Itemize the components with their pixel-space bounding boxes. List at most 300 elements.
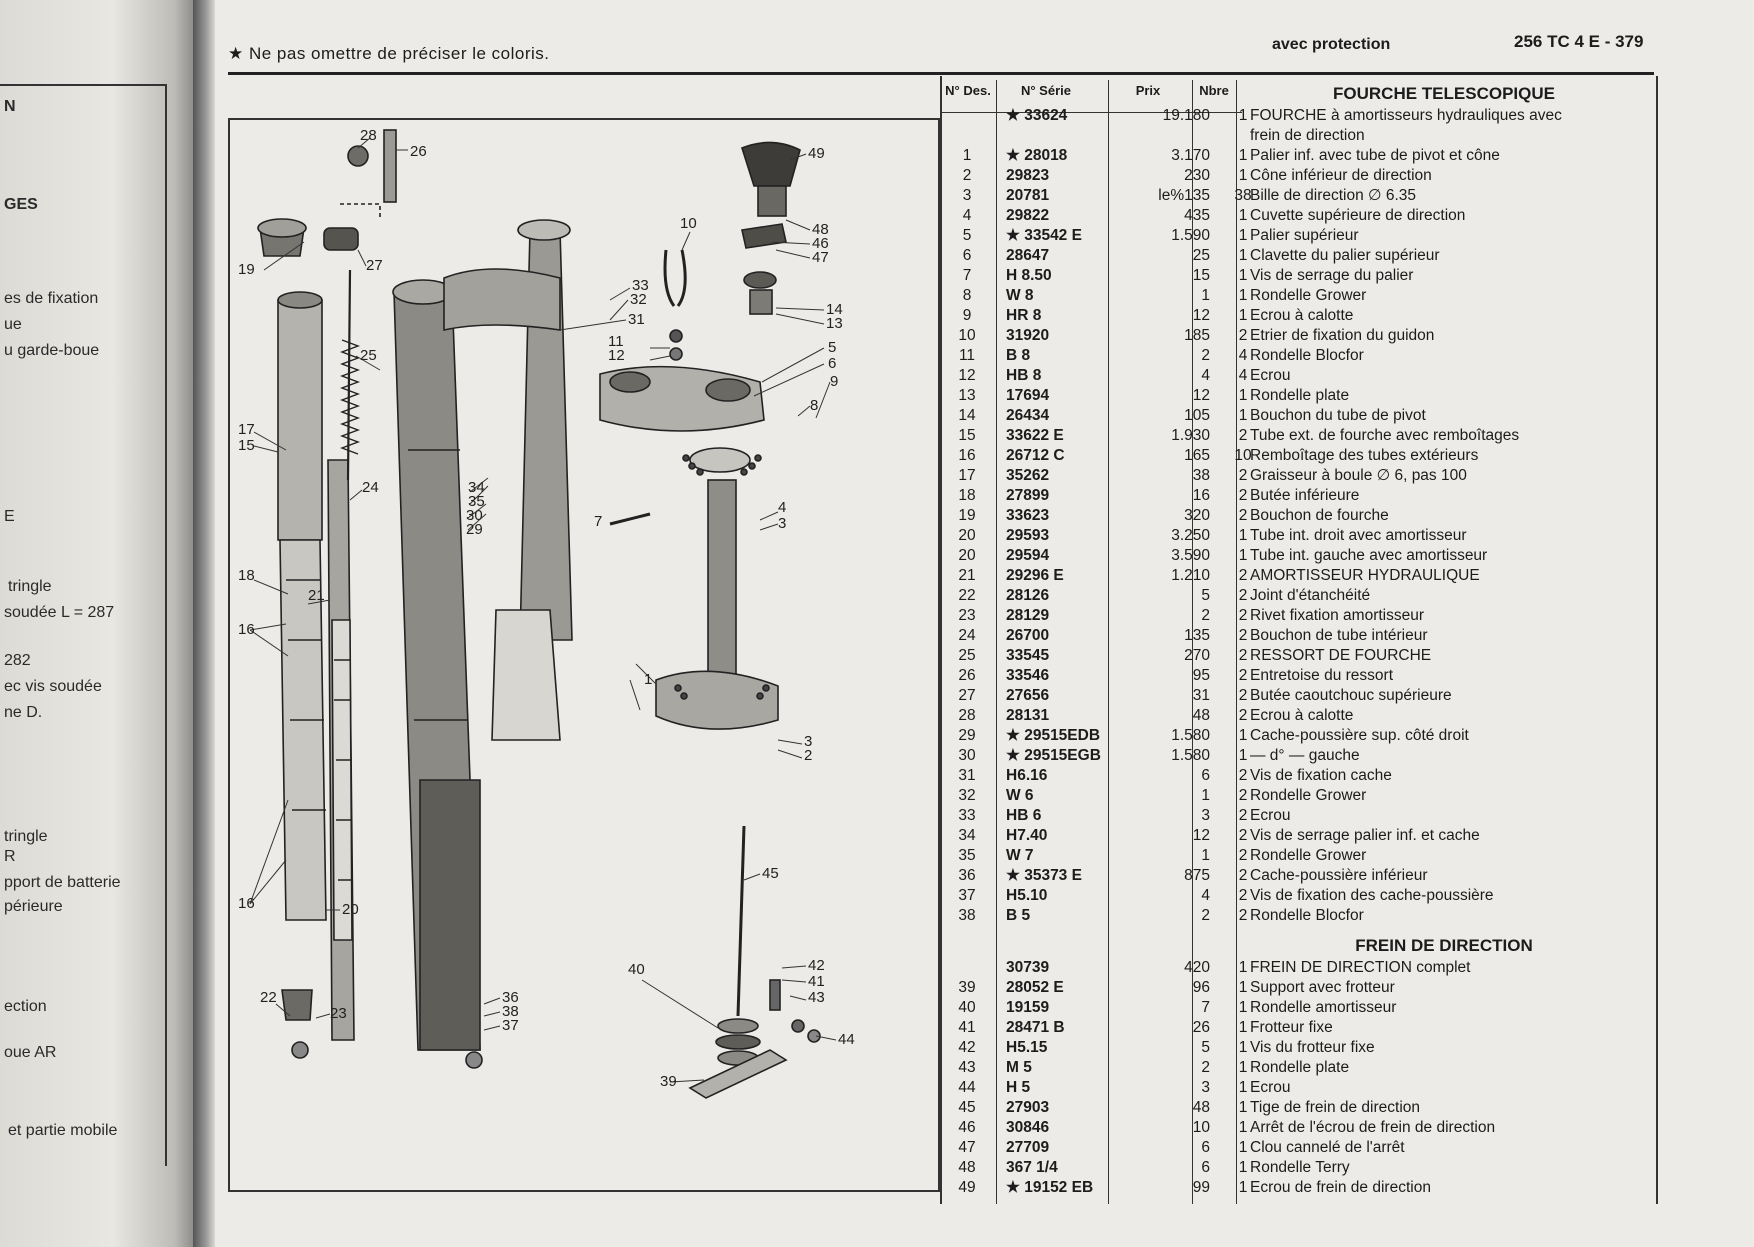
price: 6 [1201, 767, 1210, 784]
description: Ecrou [1250, 1079, 1291, 1096]
description: Vis de fixation des cache-poussière [1250, 887, 1494, 904]
price: 420 [1184, 959, 1210, 976]
part-number: 19 [958, 507, 976, 524]
part-number: 7 [962, 267, 972, 284]
description: Rondelle Grower [1250, 787, 1367, 804]
quantity: 2 [1238, 567, 1248, 584]
price: 3 [1201, 807, 1210, 824]
table-row [942, 426, 1656, 446]
serial-number: W 8 [1006, 287, 1034, 304]
price: 165 [1184, 447, 1210, 464]
serial-number: 29823 [1006, 167, 1050, 184]
table-row [942, 186, 1656, 206]
left-page-text: GES [4, 196, 38, 213]
price: 4 [1201, 367, 1210, 384]
callout-label: 16 [238, 621, 255, 638]
part-number: 41 [958, 1019, 976, 1036]
part-number: 40 [958, 999, 976, 1016]
quantity: 1 [1238, 1019, 1248, 1036]
quantity: 2 [1238, 467, 1248, 484]
table-row [942, 206, 1656, 226]
table-row [942, 1018, 1656, 1038]
callout-label: 16 [238, 895, 255, 912]
price: 95 [1192, 667, 1210, 684]
part-number: 27 [958, 687, 976, 704]
serial-number: 28129 [1006, 607, 1050, 624]
callout-label: 37 [502, 1017, 519, 1034]
col-header-prix: Prix [1135, 83, 1161, 98]
table-row [942, 626, 1656, 646]
serial-number: 26700 [1006, 627, 1050, 644]
callout-label: 33 [632, 277, 649, 294]
quantity: 1 [1238, 1039, 1248, 1056]
price: 26 [1192, 1019, 1210, 1036]
quantity: 1 [1238, 1119, 1248, 1136]
table-row [942, 526, 1656, 546]
serial-number: H 8.50 [1006, 267, 1052, 284]
description: Cache-poussière sup. côté droit [1250, 727, 1469, 744]
left-page-text: oue AR [4, 1044, 57, 1061]
price: 1.580 [1171, 747, 1210, 764]
description: Cache-poussière inférieur [1250, 867, 1428, 884]
quantity: 1 [1238, 227, 1248, 244]
part-number: 2 [962, 167, 972, 184]
quantity: 4 [1238, 367, 1248, 384]
table-row [942, 546, 1656, 566]
serial-number: 29593 [1006, 527, 1050, 544]
callout-label: 5 [828, 339, 837, 356]
serial-number: ★ 29515EGB [1006, 747, 1101, 764]
description: FOURCHE à amortisseurs hydrauliques avec [1250, 107, 1562, 124]
book-gutter [193, 0, 215, 1247]
price: 48 [1192, 1099, 1210, 1116]
price: 7 [1201, 999, 1210, 1016]
callout-label: 41 [808, 973, 825, 990]
price: 435 [1184, 207, 1210, 224]
quantity: 2 [1238, 787, 1248, 804]
col-header-nbre: Nbre [1199, 83, 1229, 98]
header-subtitle: avec protection [1272, 36, 1391, 53]
quantity: 2 [1238, 327, 1248, 344]
callout-label: 13 [826, 315, 843, 332]
serial-number: 20781 [1006, 187, 1050, 204]
serial-number: H7.40 [1006, 827, 1048, 844]
serial-number: ★ 33542 E [1006, 227, 1082, 244]
section-title-frein: FREIN DE DIRECTION [1355, 936, 1533, 955]
table-row [942, 866, 1656, 886]
part-number: 20 [958, 527, 976, 544]
part-number: 24 [958, 627, 976, 644]
description: Arrêt de l'écrou de frein de direction [1250, 1119, 1496, 1136]
callout-label: 34 [468, 479, 485, 496]
left-page-text: u garde-boue [4, 342, 100, 359]
serial-number: H 5 [1006, 1079, 1031, 1096]
price: 3.250 [1171, 527, 1210, 544]
serial-number: ★ 28018 [1006, 147, 1068, 164]
price: 135 [1184, 627, 1210, 644]
description: Tube int. gauche avec amortisseur [1250, 547, 1488, 564]
callout-label: 3 [778, 515, 787, 532]
part-number: 6 [962, 247, 972, 264]
quantity: 2 [1238, 667, 1248, 684]
description: Ecrou [1250, 807, 1291, 824]
price: 185 [1184, 327, 1210, 344]
part-number: 28 [958, 707, 976, 724]
table-row [942, 1098, 1656, 1118]
serial-number: 17694 [1006, 387, 1050, 404]
quantity: 10 [1234, 447, 1252, 464]
table-row [942, 666, 1656, 686]
callout-label: 25 [360, 347, 377, 364]
description: Palier supérieur [1250, 227, 1359, 244]
part-number: 34 [958, 827, 976, 844]
callout-label: 47 [812, 249, 829, 266]
callout-label: 22 [260, 989, 277, 1006]
serial-number: H6.16 [1006, 767, 1048, 784]
callout-label: 38 [502, 1003, 519, 1020]
serial-number: ★ 29515EDB [1006, 727, 1101, 744]
table-row [942, 226, 1656, 246]
left-page-text: R [4, 848, 16, 865]
quantity: 1 [1238, 1059, 1248, 1076]
left-page-text: tringle [4, 828, 48, 845]
callout-label: 2 [804, 747, 813, 764]
serial-number: B 8 [1006, 347, 1031, 364]
description: FREIN DE DIRECTION complet [1250, 959, 1471, 976]
part-number: 31 [958, 767, 976, 784]
serial-number: 28131 [1006, 707, 1050, 724]
col-header-serie: N° Série [1020, 83, 1071, 98]
price: 270 [1184, 647, 1210, 664]
serial-number: ★ 33624 [1006, 107, 1068, 124]
quantity: 1 [1238, 107, 1248, 124]
price: 12 [1192, 827, 1210, 844]
part-number: 36 [958, 867, 976, 884]
price: 96 [1192, 979, 1210, 996]
serial-number: HB 6 [1006, 807, 1042, 824]
description: Tube int. droit avec amortisseur [1250, 527, 1467, 544]
table-row [942, 446, 1656, 466]
description: AMORTISSEUR HYDRAULIQUE [1250, 567, 1480, 584]
price: 1 [1201, 287, 1210, 304]
callout-label: 6 [828, 355, 837, 372]
part-number: 43 [958, 1059, 976, 1076]
callout-label: 17 [238, 421, 255, 438]
part-number: 18 [958, 487, 976, 504]
price: 2 [1201, 1059, 1210, 1076]
table-row [942, 686, 1656, 706]
serial-number: 27656 [1006, 687, 1050, 704]
quantity: 38 [1234, 187, 1252, 204]
serial-number: H5.15 [1006, 1039, 1048, 1056]
serial-number: 19159 [1006, 999, 1050, 1016]
left-page-text: et partie mobile [8, 1122, 118, 1139]
price: 12 [1192, 387, 1210, 404]
description: Ecrou à calotte [1250, 307, 1354, 324]
table-row [942, 726, 1656, 746]
quantity: 2 [1238, 767, 1248, 784]
part-number: 11 [958, 347, 976, 364]
serial-number: 27903 [1006, 1099, 1050, 1116]
part-number: 21 [958, 567, 976, 584]
callout-label: 45 [762, 865, 779, 882]
quantity: 1 [1238, 267, 1248, 284]
description: Ecrou de frein de direction [1250, 1179, 1431, 1196]
callout-label: 24 [362, 479, 379, 496]
description: Butée inférieure [1250, 487, 1360, 504]
serial-number: ★ 35373 E [1006, 867, 1082, 884]
left-page-text: N [4, 98, 16, 115]
description: Rondelle Grower [1250, 847, 1367, 864]
description: Bouchon de fourche [1250, 507, 1389, 524]
table-row [942, 246, 1656, 266]
callout-label: 48 [812, 221, 829, 238]
quantity: 1 [1238, 1179, 1248, 1196]
callout-label: 10 [680, 215, 697, 232]
part-number: 38 [958, 907, 976, 924]
table-row [942, 406, 1656, 426]
part-number: 37 [958, 887, 976, 904]
price: 875 [1184, 867, 1210, 884]
table-row [942, 1178, 1656, 1198]
part-number: 25 [958, 647, 976, 664]
description: Clavette du palier supérieur [1250, 247, 1440, 264]
price: le%135 [1158, 187, 1210, 204]
table-row [942, 1058, 1656, 1078]
quantity: 1 [1238, 979, 1248, 996]
serial-number: 27899 [1006, 487, 1050, 504]
price: 1.210 [1171, 567, 1210, 584]
description: RESSORT DE FOURCHE [1250, 647, 1432, 664]
part-number: 45 [958, 1099, 976, 1116]
part-number: 49 [958, 1179, 976, 1196]
description: Tube ext. de fourche avec remboîtages [1250, 427, 1520, 444]
part-number: 10 [958, 327, 976, 344]
part-number: 17 [958, 467, 976, 484]
table-row [942, 266, 1656, 286]
part-number: 13 [958, 387, 976, 404]
table-row [942, 506, 1656, 526]
description: Rondelle plate [1250, 387, 1350, 404]
table-row [942, 606, 1656, 626]
quantity: 1 [1238, 527, 1248, 544]
part-number: 3 [962, 187, 972, 204]
price: 6 [1201, 1139, 1210, 1156]
description: Remboîtage des tubes extérieurs [1250, 447, 1479, 464]
price: 3.170 [1171, 147, 1210, 164]
callout-label: 1 [644, 671, 653, 688]
callout-label: 23 [330, 1005, 347, 1022]
part-number: 47 [958, 1139, 976, 1156]
description: Vis du frotteur fixe [1250, 1039, 1375, 1056]
table-row [942, 586, 1656, 606]
table-row [942, 786, 1656, 806]
serial-number: ★ 19152 EB [1006, 1179, 1094, 1196]
part-number: 29 [958, 727, 976, 744]
price: 99 [1192, 1179, 1210, 1196]
table-row [942, 746, 1656, 766]
quantity: 2 [1238, 487, 1248, 504]
price: 15 [1192, 267, 1210, 284]
quantity: 2 [1238, 587, 1248, 604]
left-page-text: ection [4, 998, 47, 1015]
left-page-text: tringle [8, 578, 52, 595]
description: Butée caoutchouc supérieure [1250, 687, 1452, 704]
table-row [942, 646, 1656, 666]
quantity: 1 [1238, 1139, 1248, 1156]
quantity: 1 [1238, 287, 1248, 304]
quantity: 2 [1238, 607, 1248, 624]
table-row [942, 706, 1656, 726]
serial-number: HB 8 [1006, 367, 1042, 384]
part-number: 26 [958, 667, 976, 684]
price: 320 [1184, 507, 1210, 524]
table-row [942, 346, 1656, 366]
serial-number: B 5 [1006, 907, 1031, 924]
price: 5 [1201, 1039, 1210, 1056]
quantity: 1 [1238, 1159, 1248, 1176]
part-number: 9 [962, 307, 972, 324]
part-number: 15 [958, 427, 976, 444]
table-row [942, 1158, 1656, 1178]
price: 1 [1201, 787, 1210, 804]
part-number: 30 [958, 747, 976, 764]
description: Ecrou [1250, 367, 1291, 384]
table-row [942, 306, 1656, 326]
serial-number: 33545 [1006, 647, 1050, 664]
part-number: 44 [958, 1079, 976, 1096]
quantity: 1 [1238, 387, 1248, 404]
quantity: 2 [1238, 687, 1248, 704]
part-number: 39 [958, 979, 976, 996]
quantity: 2 [1238, 647, 1248, 664]
part-number: 42 [958, 1039, 976, 1056]
callout-label: 28 [360, 127, 377, 144]
quantity: 2 [1238, 707, 1248, 724]
callout-label: 43 [808, 989, 825, 1006]
description: Rondelle Grower [1250, 287, 1367, 304]
price: 1.590 [1171, 227, 1210, 244]
callout-label: 40 [628, 961, 645, 978]
description: Etrier de fixation du guidon [1250, 327, 1435, 344]
table-row [942, 886, 1656, 906]
callout-label: 19 [238, 261, 255, 278]
callout-label: 4 [778, 499, 787, 516]
serial-number: 29296 E [1006, 567, 1064, 584]
price: 48 [1192, 707, 1210, 724]
price: 1.930 [1171, 427, 1210, 444]
part-number: 16 [958, 447, 976, 464]
color-note: ★ Ne pas omettre de préciser le coloris. [228, 44, 550, 63]
callout-label: 8 [810, 397, 819, 414]
quantity: 2 [1238, 627, 1248, 644]
serial-number: H5.10 [1006, 887, 1048, 904]
part-number: 8 [962, 287, 972, 304]
left-page-text: ue [4, 316, 22, 333]
serial-number: 33622 E [1006, 427, 1064, 444]
table-row [942, 806, 1656, 826]
quantity: 1 [1238, 147, 1248, 164]
part-number: 35 [958, 847, 976, 864]
serial-number: 28052 E [1006, 979, 1064, 996]
description: Graisseur à boule ∅ 6, pas 100 [1250, 467, 1467, 484]
description: Bouchon de tube intérieur [1250, 627, 1428, 644]
callout-label: 3 [804, 733, 813, 750]
price: 25 [1192, 247, 1210, 264]
callout-label: 35 [468, 493, 485, 510]
quantity: 2 [1238, 427, 1248, 444]
table-row [942, 146, 1656, 166]
price: 1 [1201, 847, 1210, 864]
description: Rondelle Blocfor [1250, 347, 1364, 364]
price: 16 [1192, 487, 1210, 504]
part-number: 32 [958, 787, 976, 804]
table-row [942, 998, 1656, 1018]
callout-label: 46 [812, 235, 829, 252]
quantity: 2 [1238, 867, 1248, 884]
callout-label: 30 [466, 507, 483, 524]
quantity: 1 [1238, 727, 1248, 744]
table-row [942, 106, 1656, 126]
serial-number: M 5 [1006, 1059, 1032, 1076]
price: 1.580 [1171, 727, 1210, 744]
description: Vis de serrage palier inf. et cache [1250, 827, 1480, 844]
callout-label: 44 [838, 1031, 855, 1048]
price: 3.590 [1171, 547, 1210, 564]
description: Bille de direction ∅ 6.35 [1250, 187, 1417, 204]
left-page-text: ne D. [4, 704, 43, 721]
left-page-text: périeure [4, 898, 63, 915]
serial-number: 29822 [1006, 207, 1050, 224]
callout-label: 7 [594, 513, 603, 530]
section-title-fourche: FOURCHE TELESCOPIQUE [1333, 84, 1555, 103]
table-row [942, 978, 1656, 998]
table-row [942, 566, 1656, 586]
price: 5 [1201, 587, 1210, 604]
serial-number: 28471 B [1006, 1019, 1065, 1036]
price: 230 [1184, 167, 1210, 184]
quantity: 4 [1238, 347, 1248, 364]
table-row [942, 326, 1656, 346]
quantity: 1 [1238, 547, 1248, 564]
quantity: 1 [1238, 999, 1248, 1016]
description: Clou cannelé de l'arrêt [1250, 1139, 1405, 1156]
description: Vis de fixation cache [1250, 767, 1392, 784]
serial-number: 33623 [1006, 507, 1050, 524]
parts-table [940, 76, 1658, 1204]
serial-number: 31920 [1006, 327, 1050, 344]
description: — d° — gauche [1250, 747, 1360, 764]
table-row [942, 1138, 1656, 1158]
left-page-text: E [4, 508, 15, 525]
serial-number: 26434 [1006, 407, 1050, 424]
description: Rondelle amortisseur [1250, 999, 1397, 1016]
serial-number: 33546 [1006, 667, 1050, 684]
exploded-view-diagram [228, 118, 940, 1192]
table-row [942, 386, 1656, 406]
description: Frotteur fixe [1250, 1019, 1333, 1036]
callout-label: 42 [808, 957, 825, 974]
quantity: 1 [1238, 959, 1248, 976]
table-row [942, 126, 1656, 146]
description: Tige de frein de direction [1250, 1099, 1421, 1116]
callout-label: 49 [808, 145, 825, 162]
callout-label: 27 [366, 257, 383, 274]
table-row [942, 1038, 1656, 1058]
serial-number: HR 8 [1006, 307, 1042, 324]
description: frein de direction [1250, 127, 1365, 144]
part-number: 22 [958, 587, 976, 604]
